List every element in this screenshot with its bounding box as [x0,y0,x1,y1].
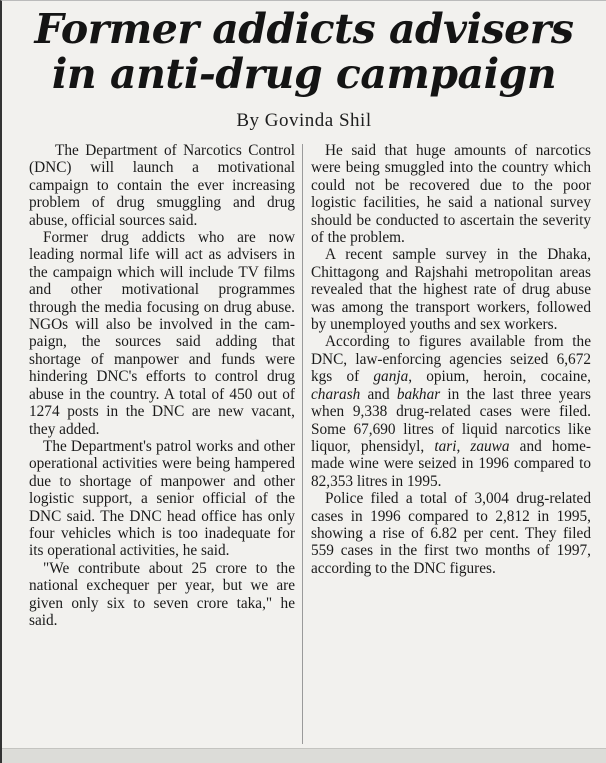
right-paragraph-3 [311,333,591,490]
right-paragraph-1: He said that huge amounts of narcotics were being smuggled into the country which could not be recovered due to the poor logistic facilities, he said a national survey should be conducted to ascertain the severity of the problem. [311,142,591,247]
headline-line-1: Former addicts advisers [34,5,574,53]
term-bakhar: bakhar [396,385,441,403]
column-divider [302,144,303,744]
term-charash: charash [311,385,361,403]
term-zauwa: zauwa [470,437,510,455]
term-ganja: ganja [373,368,409,386]
left-paragraph-4: "We contribute about 25 crore to the national exchequer per year, but we are given only six to seven crore taka," he said. [29,559,295,629]
right-paragraph-2: A recent sample survey in the Dhaka, Chittagong and Rajshahi metropolitan areas revealed that the highest rate of drug abuse was among the transport workers, followed by unemployed youths and sex workers. [311,246,591,334]
left-paragraph-2: Former drug addicts who are now leading normal life will act as advisers in the campaign which will include TV films and other motivational programmes through the media focusing on drug abuse. NGOs will also be involved in the campaign, the sources said adding that shortage of manpower and funds were hindering DNC's efforts to control drug abuse in the country. A total of 450 out of 1274 posts in the DNC are new vacant, they added. [29,229,295,438]
left-paragraph-1: The Department of Narcotics Control (DNC) will launch a motivational campaign to contain the ever increasing problem of drug smuggling and drug abuse, official sources said. [29,142,295,229]
text-segment: According to figures available from the DNC, law-enforcing agencies seized 6,672 kgs of [311,333,591,386]
left-paragraph-3: The Department's patrol works and other operational activities were being hampered due to shortage of manpower and other logistic support, a senior official of the DNC said. The DNC head office has only four vehicles which is too inadequate for its operational activities, he said. [29,437,295,560]
bottom-edge [2,748,606,763]
right-paragraph-4: Police filed a total of 3,004 drug-related cases in 1996 compared to 2,812 in 1995, showing a rise of 6.82 per cent. They filed 559 cases in the first two months of 1997, according to the DNC figures. [311,490,591,577]
headline-line-2: in anti-drug campaign [51,50,557,98]
term-tari: tari [434,437,457,455]
right-column [311,142,591,577]
text-segment: in the last three years when 9,338 drug-related cases were filed. Some 67,690 litres of liquid narcotics like liquor, phensidyl, [311,385,591,455]
text-segment: , [456,437,471,455]
text-segment: and [360,385,397,403]
text-segment: , opium, heroin, cocaine, [408,368,591,386]
text-segment: and home-made wine were seized in 1996 compared to 82,353 litres in 1995. [311,437,591,490]
headline [8,7,600,97]
left-column [29,142,295,629]
byline: By Govinda Shil [236,110,372,131]
